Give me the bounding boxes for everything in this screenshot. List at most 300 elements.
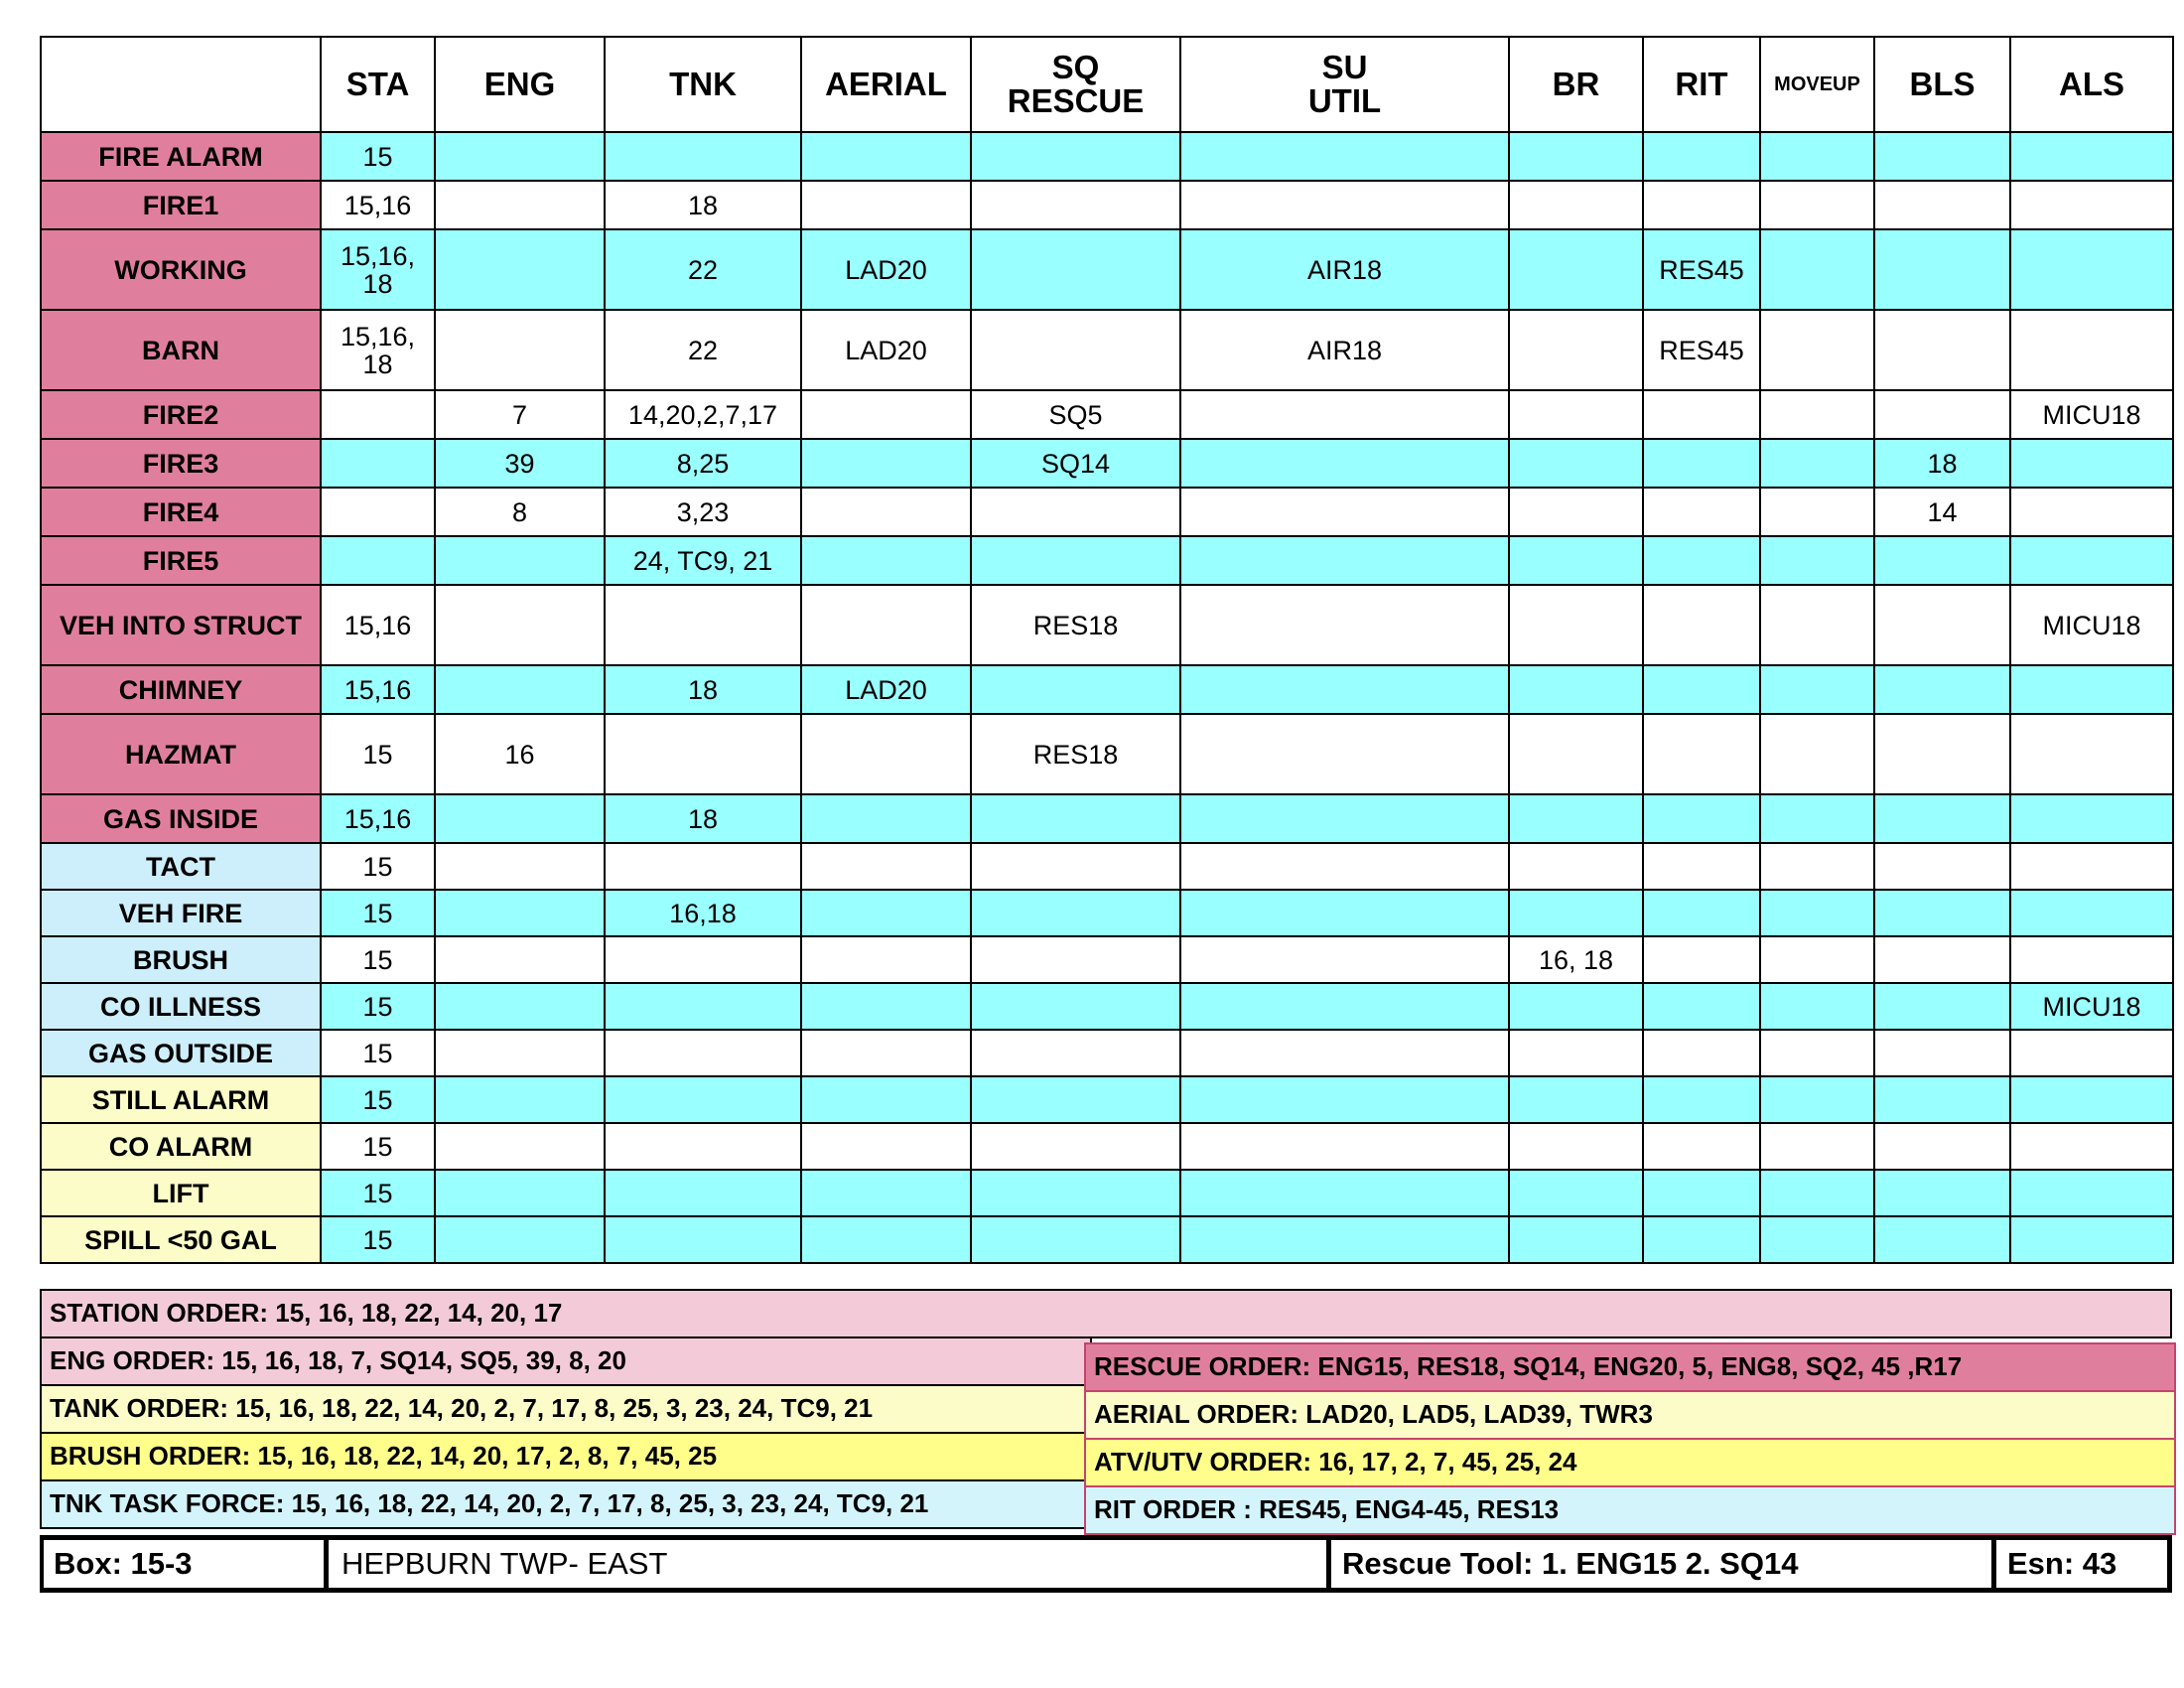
tank-order: TANK ORDER: 15, 16, 18, 22, 14, 20, 2, 7, 17, 8, 25, 3, 23, 24, TC9, 21 <box>40 1384 1092 1434</box>
table-cell <box>2010 1030 2173 1076</box>
table-cell <box>1760 1170 1874 1216</box>
table-cell: LAD20 <box>801 665 971 714</box>
table-row <box>41 390 2173 439</box>
table-cell: MICU18 <box>2010 983 2173 1030</box>
table-row <box>41 585 2173 665</box>
table-cell <box>1643 132 1760 181</box>
table-cell <box>1760 665 1874 714</box>
table-cell <box>1509 983 1643 1030</box>
table-cell <box>1760 843 1874 890</box>
table-cell <box>801 439 971 488</box>
table-row <box>41 1170 2173 1216</box>
table-cell <box>1874 1030 2010 1076</box>
table-cell <box>1874 843 2010 890</box>
table-cell <box>1874 390 2010 439</box>
table-cell <box>971 890 1180 936</box>
table-cell: RES45 <box>1643 310 1760 390</box>
table-cell <box>1180 714 1509 794</box>
table-cell <box>971 843 1180 890</box>
table-cell: 15 <box>321 983 435 1030</box>
table-cell <box>2010 1170 2173 1216</box>
row-label: VEH INTO STRUCT <box>41 585 321 665</box>
table-cell <box>435 1170 605 1216</box>
table-cell: 15 <box>321 1216 435 1263</box>
rit-order: RIT ORDER : RES45, ENG4-45, RES13 <box>1084 1485 2176 1535</box>
table-cell <box>1874 585 2010 665</box>
column-header-moveup: MOVEUP <box>1760 37 1874 132</box>
table-cell <box>605 1030 801 1076</box>
table-cell <box>321 536 435 585</box>
column-header-bls: BLS <box>1874 37 2010 132</box>
table-cell <box>1643 488 1760 536</box>
table-cell: MICU18 <box>2010 585 2173 665</box>
table-cell <box>605 1123 801 1170</box>
table-cell: 22 <box>605 310 801 390</box>
table-cell <box>1760 439 1874 488</box>
table-cell <box>1760 310 1874 390</box>
table-cell <box>321 439 435 488</box>
table-cell <box>1874 714 2010 794</box>
eng-order: ENG ORDER: 15, 16, 18, 7, SQ14, SQ5, 39, 8, 20 <box>40 1336 1092 1386</box>
table-cell <box>435 310 605 390</box>
table-cell: 15 <box>321 1170 435 1216</box>
table-cell <box>1643 536 1760 585</box>
column-header-tnk: TNK <box>605 37 801 132</box>
column-header-rit: RIT <box>1643 37 1760 132</box>
table-cell <box>1874 1216 2010 1263</box>
table-row <box>41 843 2173 890</box>
table-row <box>41 890 2173 936</box>
table-cell <box>971 1123 1180 1170</box>
table-cell <box>605 1076 801 1123</box>
table-cell <box>2010 665 2173 714</box>
table-cell: 15 <box>321 843 435 890</box>
table-cell: 16 <box>435 714 605 794</box>
table-row <box>41 936 2173 983</box>
table-cell <box>2010 843 2173 890</box>
table-cell <box>971 181 1180 229</box>
table-cell <box>1509 1170 1643 1216</box>
table-cell <box>1180 1076 1509 1123</box>
table-cell: RES18 <box>971 714 1180 794</box>
table-cell: 15 <box>321 714 435 794</box>
dispatch-orders <box>40 1289 2172 1567</box>
table-cell: 15,16 <box>321 181 435 229</box>
table-cell <box>1180 665 1509 714</box>
table-cell <box>1180 936 1509 983</box>
table-cell <box>1509 1216 1643 1263</box>
table-cell <box>435 229 605 310</box>
table-cell <box>2010 310 2173 390</box>
table-row <box>41 665 2173 714</box>
table-cell <box>1509 488 1643 536</box>
atv-utv-order: ATV/UTV ORDER: 16, 17, 2, 7, 45, 25, 24 <box>1084 1438 2176 1487</box>
table-cell: 18 <box>605 181 801 229</box>
table-cell <box>801 132 971 181</box>
table-row <box>41 1030 2173 1076</box>
table-cell <box>1643 1123 1760 1170</box>
row-label: SPILL <50 GAL <box>41 1216 321 1263</box>
table-cell: 15 <box>321 1076 435 1123</box>
table-cell <box>1874 536 2010 585</box>
table-cell <box>1643 983 1760 1030</box>
table-cell <box>971 1076 1180 1123</box>
table-cell <box>1760 1216 1874 1263</box>
table-cell <box>1760 890 1874 936</box>
table-cell: LAD20 <box>801 310 971 390</box>
table-cell <box>605 936 801 983</box>
row-label: HAZMAT <box>41 714 321 794</box>
table-row <box>41 983 2173 1030</box>
table-cell <box>1509 794 1643 843</box>
table-cell <box>801 794 971 843</box>
table-row <box>41 1076 2173 1123</box>
column-header-eng: ENG <box>435 37 605 132</box>
table-cell <box>1509 439 1643 488</box>
table-cell <box>1509 714 1643 794</box>
table-cell: 14 <box>1874 488 2010 536</box>
table-row <box>41 536 2173 585</box>
table-cell <box>1643 1076 1760 1123</box>
table-cell <box>1874 229 2010 310</box>
table-cell: SQ5 <box>971 390 1180 439</box>
table-cell <box>971 488 1180 536</box>
column-header-sta: STA <box>321 37 435 132</box>
table-cell: 15 <box>321 936 435 983</box>
table-cell <box>1874 665 2010 714</box>
corner-header-cell <box>41 37 321 132</box>
table-cell <box>1760 181 1874 229</box>
table-cell: MICU18 <box>2010 390 2173 439</box>
rescue-tool: Rescue Tool: 1. ENG15 2. SQ14 <box>1342 1546 1799 1581</box>
box-footer <box>40 1535 2172 1593</box>
table-cell: 15 <box>321 1123 435 1170</box>
row-label: BARN <box>41 310 321 390</box>
table-row <box>41 794 2173 843</box>
table-cell <box>2010 794 2173 843</box>
table-cell <box>1180 439 1509 488</box>
table-cell <box>435 665 605 714</box>
grid-body <box>41 132 2173 1263</box>
table-cell <box>1509 132 1643 181</box>
table-cell: 16,18 <box>605 890 801 936</box>
table-cell: SQ14 <box>971 439 1180 488</box>
table-cell <box>801 585 971 665</box>
station-order: STATION ORDER: 15, 16, 18, 22, 14, 20, 17 <box>40 1289 2172 1338</box>
table-cell <box>1180 536 1509 585</box>
table-row <box>41 1216 2173 1263</box>
table-row <box>41 488 2173 536</box>
aerial-order: AERIAL ORDER: LAD20, LAD5, LAD39, TWR3 <box>1084 1390 2176 1440</box>
table-cell <box>1760 1076 1874 1123</box>
table-row <box>41 229 2173 310</box>
table-cell <box>435 794 605 843</box>
table-cell <box>971 229 1180 310</box>
table-cell <box>1874 310 2010 390</box>
table-cell <box>1643 585 1760 665</box>
table-cell <box>801 843 971 890</box>
table-cell <box>1509 1030 1643 1076</box>
esn-number: Esn: 43 <box>2007 1546 2117 1581</box>
table-cell <box>2010 439 2173 488</box>
table-row <box>41 181 2173 229</box>
column-header-als: ALS <box>2010 37 2173 132</box>
table-cell: 8 <box>435 488 605 536</box>
table-cell <box>2010 1216 2173 1263</box>
table-cell <box>435 132 605 181</box>
table-cell <box>1874 794 2010 843</box>
table-cell <box>321 488 435 536</box>
table-cell: 15 <box>321 1030 435 1076</box>
table-cell <box>2010 229 2173 310</box>
table-cell <box>971 310 1180 390</box>
table-cell <box>2010 890 2173 936</box>
table-cell: 22 <box>605 229 801 310</box>
row-label: FIRE4 <box>41 488 321 536</box>
row-label: FIRE5 <box>41 536 321 585</box>
table-cell <box>2010 132 2173 181</box>
table-cell <box>801 536 971 585</box>
table-cell <box>1874 983 2010 1030</box>
table-cell <box>2010 936 2173 983</box>
row-label: FIRE1 <box>41 181 321 229</box>
table-cell <box>1509 229 1643 310</box>
task-force-order: TNK TASK FORCE: 15, 16, 18, 22, 14, 20, 2, 7, 17, 8, 25, 3, 23, 24, TC9, 21 <box>40 1479 1092 1529</box>
table-cell <box>1643 936 1760 983</box>
table-cell <box>801 181 971 229</box>
table-cell <box>435 936 605 983</box>
table-cell <box>1509 1076 1643 1123</box>
table-cell <box>1760 714 1874 794</box>
table-cell <box>1643 843 1760 890</box>
footer-divider <box>324 1540 329 1588</box>
table-cell <box>2010 181 2173 229</box>
table-cell <box>1180 1216 1509 1263</box>
table-cell: 39 <box>435 439 605 488</box>
table-cell: AIR18 <box>1180 229 1509 310</box>
table-cell: 3,23 <box>605 488 801 536</box>
table-cell: 8,25 <box>605 439 801 488</box>
table-row <box>41 714 2173 794</box>
table-cell: 18 <box>605 794 801 843</box>
table-cell <box>1643 1170 1760 1216</box>
table-cell <box>971 665 1180 714</box>
table-cell: RES45 <box>1643 229 1760 310</box>
table-cell: 7 <box>435 390 605 439</box>
row-label: VEH FIRE <box>41 890 321 936</box>
table-cell <box>435 890 605 936</box>
table-cell <box>605 843 801 890</box>
column-header-sq-rescue: SQ RESCUE <box>971 37 1180 132</box>
table-cell <box>1180 890 1509 936</box>
table-cell <box>435 843 605 890</box>
table-cell <box>1180 488 1509 536</box>
table-cell <box>1760 488 1874 536</box>
table-cell <box>1643 890 1760 936</box>
table-cell: 24, TC9, 21 <box>605 536 801 585</box>
table-cell <box>1180 181 1509 229</box>
table-cell <box>2010 1076 2173 1123</box>
table-cell <box>801 1030 971 1076</box>
row-label: WORKING <box>41 229 321 310</box>
run-card-sheet <box>40 36 2172 1581</box>
table-cell <box>1760 132 1874 181</box>
table-cell <box>1180 1123 1509 1170</box>
rescue-order: RESCUE ORDER: ENG15, RES18, SQ14, ENG20, 5, ENG8, SQ2, 45 ,R17 <box>1084 1342 2176 1392</box>
table-row <box>41 310 2173 390</box>
table-cell <box>971 132 1180 181</box>
table-cell <box>2010 536 2173 585</box>
table-cell <box>605 585 801 665</box>
table-cell: AIR18 <box>1180 310 1509 390</box>
table-cell: 18 <box>1874 439 2010 488</box>
table-cell <box>1874 132 2010 181</box>
table-cell <box>1874 1076 2010 1123</box>
table-cell: 15 <box>321 132 435 181</box>
table-cell <box>801 390 971 439</box>
row-label: TACT <box>41 843 321 890</box>
table-cell <box>971 936 1180 983</box>
table-cell: 15,16, 18 <box>321 229 435 310</box>
column-header-aerial: AERIAL <box>801 37 971 132</box>
row-label: LIFT <box>41 1170 321 1216</box>
row-label: FIRE ALARM <box>41 132 321 181</box>
table-cell <box>1874 181 2010 229</box>
table-cell <box>1180 983 1509 1030</box>
table-cell <box>971 794 1180 843</box>
table-cell <box>801 1216 971 1263</box>
table-cell <box>1509 890 1643 936</box>
table-cell <box>801 1170 971 1216</box>
table-cell <box>1643 714 1760 794</box>
response-grid <box>40 36 2174 1264</box>
area-name: HEPBURN TWP- EAST <box>341 1546 668 1581</box>
table-cell <box>435 1216 605 1263</box>
table-cell <box>435 1030 605 1076</box>
table-cell: 15 <box>321 890 435 936</box>
table-cell <box>1180 390 1509 439</box>
table-cell <box>971 1216 1180 1263</box>
table-cell <box>1874 936 2010 983</box>
table-cell <box>971 983 1180 1030</box>
table-cell <box>605 1216 801 1263</box>
table-cell <box>971 536 1180 585</box>
table-cell <box>1874 1123 2010 1170</box>
column-header-su-util: SU UTIL <box>1180 37 1509 132</box>
table-cell <box>1643 794 1760 843</box>
table-row <box>41 1123 2173 1170</box>
table-cell <box>1760 983 1874 1030</box>
table-cell <box>605 983 801 1030</box>
footer-divider <box>1991 1540 1996 1588</box>
table-cell <box>971 1030 1180 1076</box>
table-cell <box>605 714 801 794</box>
table-row <box>41 132 2173 181</box>
table-row <box>41 439 2173 488</box>
table-cell <box>1760 229 1874 310</box>
table-cell <box>1760 936 1874 983</box>
table-cell <box>1180 1170 1509 1216</box>
table-cell <box>1760 536 1874 585</box>
table-cell <box>801 890 971 936</box>
table-cell <box>1180 843 1509 890</box>
table-cell <box>2010 714 2173 794</box>
box-number: Box: 15-3 <box>54 1546 193 1581</box>
table-cell <box>321 390 435 439</box>
table-cell <box>1509 390 1643 439</box>
table-cell <box>801 983 971 1030</box>
row-label: FIRE2 <box>41 390 321 439</box>
row-label: CHIMNEY <box>41 665 321 714</box>
table-cell <box>971 1170 1180 1216</box>
table-cell <box>1180 794 1509 843</box>
table-cell: 16, 18 <box>1509 936 1643 983</box>
column-header-row <box>41 37 2173 132</box>
table-cell <box>435 1123 605 1170</box>
table-cell <box>1760 1030 1874 1076</box>
row-label: STILL ALARM <box>41 1076 321 1123</box>
table-cell: 14,20,2,7,17 <box>605 390 801 439</box>
row-label: CO ALARM <box>41 1123 321 1170</box>
table-cell <box>801 1076 971 1123</box>
table-cell <box>1180 1030 1509 1076</box>
table-cell <box>435 1076 605 1123</box>
table-cell <box>1643 181 1760 229</box>
table-cell: LAD20 <box>801 229 971 310</box>
table-cell: 15,16 <box>321 665 435 714</box>
table-cell <box>1874 1170 2010 1216</box>
table-cell <box>1509 181 1643 229</box>
table-cell: 18 <box>605 665 801 714</box>
table-cell <box>605 132 801 181</box>
table-cell: 15,16 <box>321 585 435 665</box>
footer-divider <box>1326 1540 1331 1588</box>
table-cell <box>1643 1216 1760 1263</box>
table-cell <box>1874 890 2010 936</box>
table-cell <box>801 714 971 794</box>
table-cell <box>2010 488 2173 536</box>
column-header-br: BR <box>1509 37 1643 132</box>
table-cell <box>1509 536 1643 585</box>
table-cell: 15,16, 18 <box>321 310 435 390</box>
table-cell <box>801 936 971 983</box>
table-cell <box>1509 310 1643 390</box>
table-cell <box>1509 665 1643 714</box>
table-cell <box>1643 1030 1760 1076</box>
table-cell <box>1760 794 1874 843</box>
table-cell <box>435 181 605 229</box>
table-cell <box>1760 585 1874 665</box>
table-cell <box>1509 843 1643 890</box>
table-cell <box>1643 665 1760 714</box>
row-label: BRUSH <box>41 936 321 983</box>
row-label: GAS INSIDE <box>41 794 321 843</box>
table-cell <box>1760 1123 1874 1170</box>
table-cell <box>2010 1123 2173 1170</box>
table-cell <box>435 983 605 1030</box>
table-cell <box>1643 390 1760 439</box>
table-cell <box>1509 585 1643 665</box>
table-cell <box>435 536 605 585</box>
table-cell <box>1760 390 1874 439</box>
table-cell <box>1643 439 1760 488</box>
table-cell <box>435 585 605 665</box>
table-cell: 15,16 <box>321 794 435 843</box>
table-cell <box>801 488 971 536</box>
row-label: GAS OUTSIDE <box>41 1030 321 1076</box>
table-cell <box>1180 585 1509 665</box>
table-cell <box>1509 1123 1643 1170</box>
